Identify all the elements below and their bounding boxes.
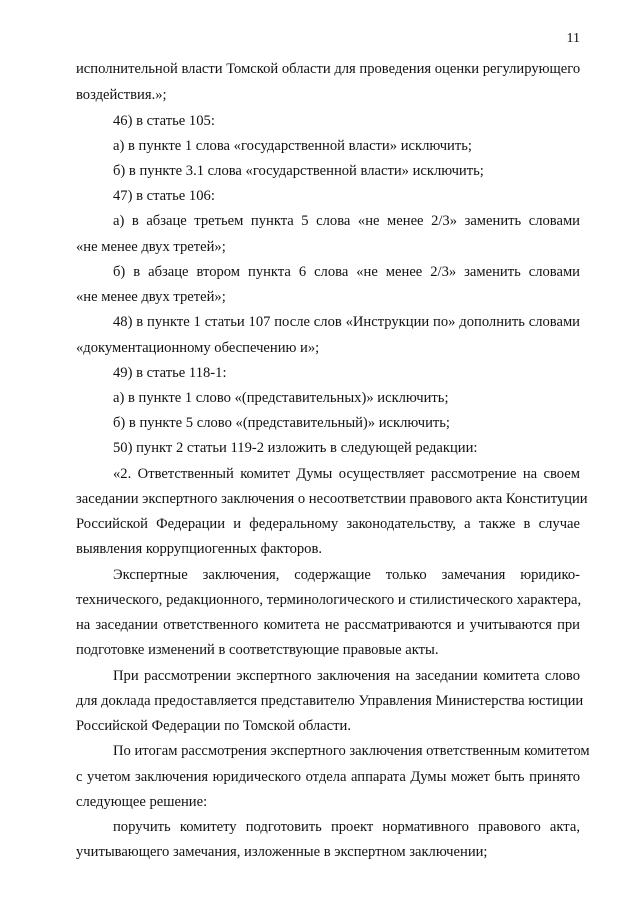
text-line: а) в пункте 1 слова «государственной власти» исключить;: [113, 138, 472, 154]
text-line: с учетом заключения юридического отдела аппарата Думы может быть принято: [76, 769, 580, 785]
text-line: для доклада предоставляется представителю Управления Министерства юстиции: [76, 693, 584, 709]
text-line: По итогам рассмотрения экспертного заключения ответственным комитетом: [113, 743, 590, 759]
page-number: 11: [566, 31, 580, 46]
text-line: а) в абзаце третьем пункта 5 слова «не менее 2/3» заменить словами: [113, 213, 580, 229]
text-line: на заседании ответственного комитета не рассматриваются и учитываются при: [76, 617, 580, 633]
text-line: б) в пункте 3.1 слова «государственной власти» исключить;: [113, 163, 484, 179]
text-line: «2. Ответственный комитет Думы осуществляет рассмотрение на своем: [113, 466, 580, 482]
text-line: технического, редакционного, терминологического и стилистического характера,: [76, 592, 582, 608]
text-line: «документационному обеспечению и»;: [76, 340, 320, 356]
text-line: воздействия.»;: [76, 87, 167, 103]
text-line: Российской Федерации по Томской области.: [76, 718, 351, 734]
text-line: б) в абзаце втором пункта 6 слова «не менее 2/3» заменить словами: [113, 264, 580, 280]
text-line: При рассмотрении экспертного заключения на заседании комитета слово: [113, 668, 580, 684]
text-line: 48) в пункте 1 статьи 107 после слов «Инструкции по» дополнить словами: [113, 314, 580, 330]
text-line: а) в пункте 1 слово «(представительных)» исключить;: [113, 390, 449, 406]
text-line: заседании экспертного заключения о несоответствии правового акта Конституции: [76, 491, 588, 507]
text-line: Экспертные заключения, содержащие только замечания юридико-: [113, 567, 580, 583]
text-line: «не менее двух третей»;: [76, 239, 226, 255]
text-line: «не менее двух третей»;: [76, 289, 226, 305]
text-line: выявления коррупциогенных факторов.: [76, 541, 323, 557]
text-line: подготовке изменений в соответствующие правовые акты.: [76, 642, 439, 658]
text-line: Российской Федерации и федеральному законодательству, а также в случае: [76, 516, 580, 532]
text-line: б) в пункте 5 слово «(представительный)» исключить;: [113, 415, 450, 431]
text-line: 46) в статье 105:: [113, 113, 215, 129]
text-line: учитывающего замечания, изложенные в экспертном заключении;: [76, 844, 488, 860]
text-line: 47) в статье 106:: [113, 188, 215, 204]
text-line: поручить комитету подготовить проект нормативного правового акта,: [113, 819, 580, 835]
text-line: 50) пункт 2 статьи 119-2 изложить в следующей редакции:: [113, 440, 478, 456]
text-line: 49) в статье 118-1:: [113, 365, 227, 381]
text-line: следующее решение:: [76, 794, 208, 810]
text-line: исполнительной власти Томской области для проведения оценки регулирующего: [76, 61, 581, 77]
